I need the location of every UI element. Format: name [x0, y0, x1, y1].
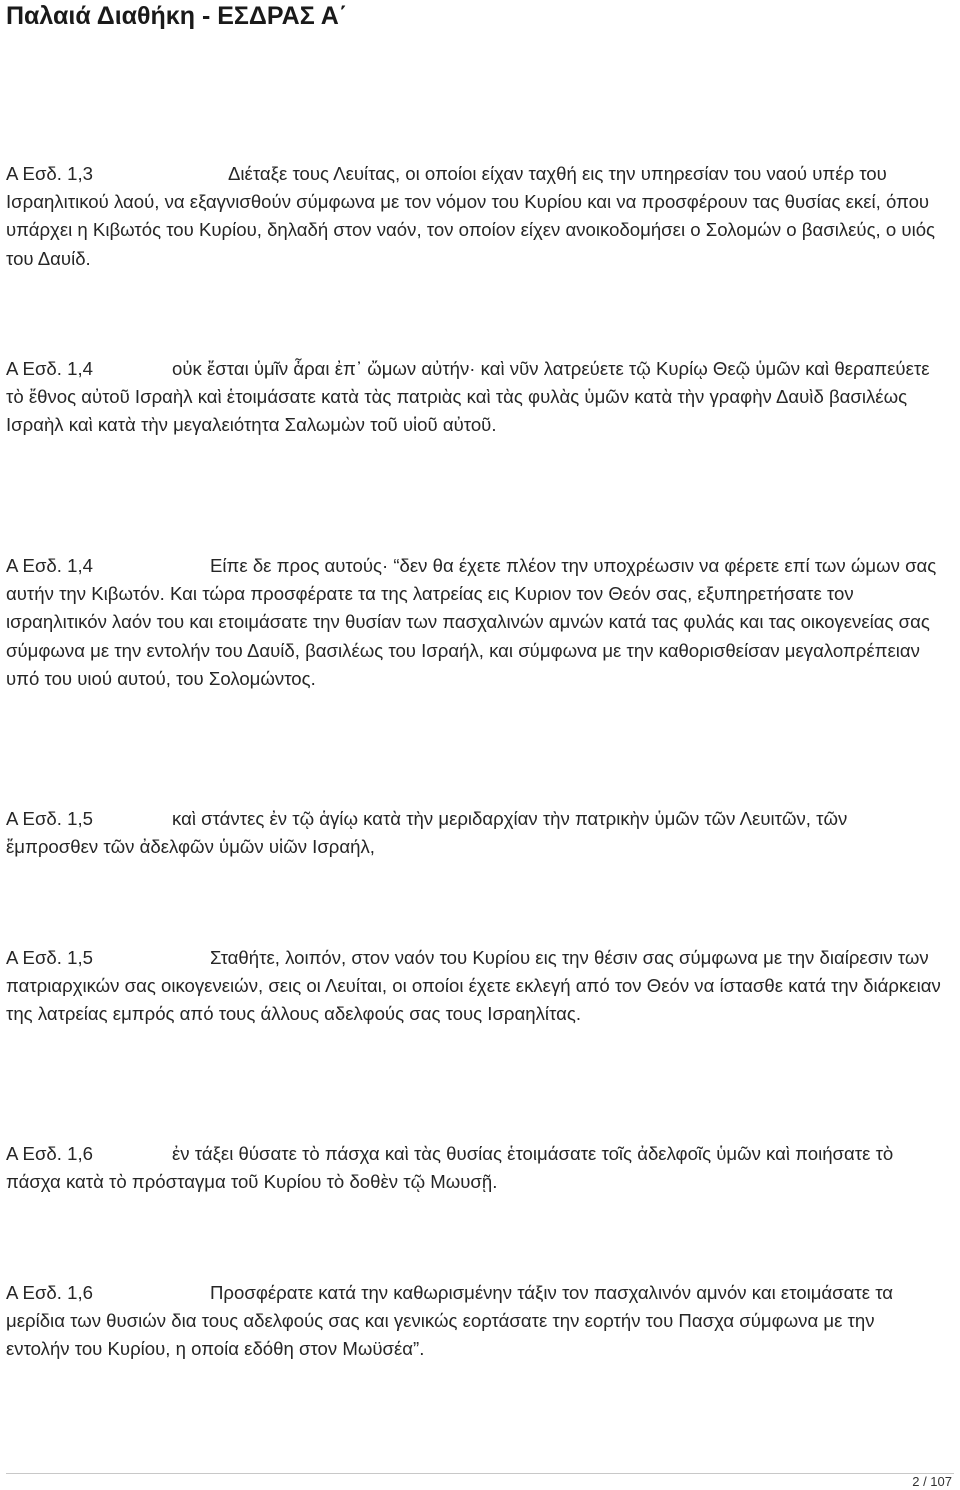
verse-reference: Α Εσδ. 1,5 — [6, 808, 93, 829]
footer-divider — [6, 1473, 954, 1474]
verse-reference: Α Εσδ. 1,5 — [6, 947, 93, 968]
verse-text: Σταθήτε, λοιπόν, στον ναόν του Κυρίου εις την θέσιν σας σύμφωνα με την διαίρεσιν των πατριαρχικών σας οικογενειών, σεις οι Λευίται, οι οποίοι έχετε εκλεγή από τον Θεόν να ίστασθε κατά την διάρκειαν της λατρείας εμπρός από τους άλλους αδελφούς σας τους Ισραηλίτας. — [6, 947, 941, 1025]
verse-text: ἐν τάξει θύσατε τὸ πάσχα καὶ τὰς θυσίας ἑτοιμάσατε τοῖς ἀδελφοῖς ὑμῶν καὶ ποιήσατε τὸ πάσχα κατὰ τὸ πρόσταγμα τοῦ Κυρίου τὸ δοθὲν τῷ Μωυσῇ. — [6, 1143, 894, 1193]
verse-reference: Α Εσδ. 1,6 — [6, 1282, 93, 1303]
verse-block — [6, 1140, 942, 1196]
verse-text: οὐκ ἔσται ὑμῖν ἆραι ἐπ᾿ ὤμων αὐτήν· καὶ νῦν λατρεύετε τῷ Κυρίῳ Θεῷ ὑμῶν καὶ θεραπεύετε τὸ ἔθνος αὐτοῦ Ισραὴλ καὶ ἑτοιμάσατε κατὰ τὰς πατριὰς καὶ τὰς φυλὰς ὑμῶν κατὰ τὴν γραφὴν Δαυὶδ βασιλέως Ισραὴλ καὶ κατὰ τὴν μεγαλειότητα Σαλωμὼν τοῦ υἱοῦ αὐτοῦ. — [6, 358, 930, 436]
verse-reference: Α Εσδ. 1,6 — [6, 1143, 93, 1164]
verse-text: καὶ στάντες ἐν τῷ ἁγίῳ κατὰ τὴν μεριδαρχίαν τὴν πατρικὴν ὑμῶν τῶν Λευιτῶν, τῶν ἔμπροσθεν τῶν ἀδελφῶν ὑμῶν υἱῶν Ισραήλ, — [6, 808, 848, 858]
verse-block — [6, 805, 942, 861]
verse-block — [6, 160, 942, 273]
verse-block — [6, 944, 942, 1029]
verse-text: Είπε δε προς αυτούς· “δεν θα έχετε πλέον την υποχρέωσιν να φέρετε επί των ώμων σας αυτήν την Κιβωτόν. Και τώρα προσφέρατε τα της λατρείας εις Κυριον τον Θεόν σας, εξυπηρετήσατε τον ισραηλιτικόν λαόν του και ετοιμάσατε την θυσίαν των πασχαλινών αμνών κατά τας φυλάς και τας οικογενείας σας σύμφωνα με την εντολήν του Δαυίδ, βασιλέως του Ισραήλ, και σύμφωνα με την καθορισθείσαν μεγαλοπρέπειαν υπό του υιού αυτού, του Σολομώντος. — [6, 555, 937, 689]
verse-text: Διέταξε τους Λευίτας, οι οποίοι είχαν ταχθή εις την υπηρεσίαν του ναού υπέρ του Ισραηλιτικού λαού, να εξαγνισθούν σύμφωνα με τον νόμον του Κυρίου και να προσφέρουν τας θυσίας εκεί, όπου υπάρχει η Κιβωτός του Κυρίου, δηλαδή στον ναόν, τον οποίον είχεν ανοικοδομήσει ο Σολομών ο βασιλεύς, ο υιός του Δαυίδ. — [6, 163, 935, 269]
verse-reference: Α Εσδ. 1,4 — [6, 358, 93, 379]
verse-block — [6, 1279, 942, 1364]
verse-reference: Α Εσδ. 1,4 — [6, 555, 93, 576]
page-title: Παλαιά Διαθήκη - ΕΣΔΡΑΣ Α΄ — [6, 2, 348, 30]
verse-block — [6, 552, 942, 693]
verse-reference: Α Εσδ. 1,3 — [6, 163, 93, 184]
verse-block — [6, 355, 942, 440]
verse-text: Προσφέρατε κατά την καθωρισμένην τάξιν τον πασχαλινόν αμνόν και ετοιμάσατε τα μερίδια των θυσιών δια τους αδελφούς σας και γενικώς εορτάσατε την εορτήν του Πασχα σύμφωνα με την εντολήν του Κυρίου, η οποία εδόθη στον Μωϋσέα”. — [6, 1282, 894, 1360]
page-number: 2 / 107 — [912, 1474, 952, 1489]
